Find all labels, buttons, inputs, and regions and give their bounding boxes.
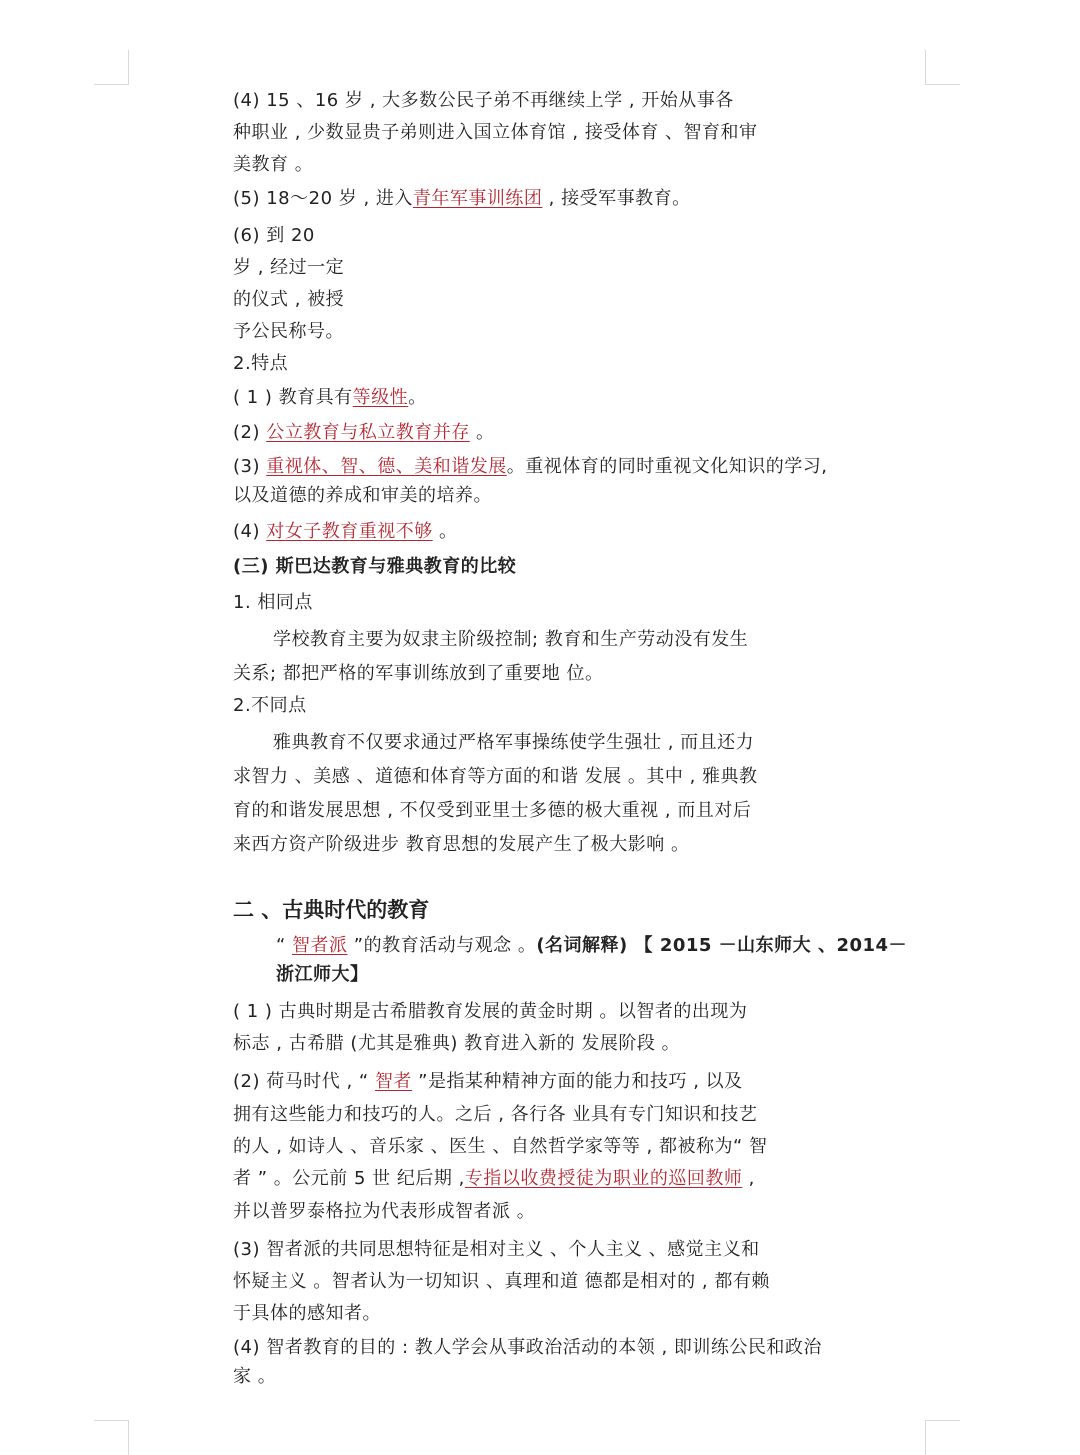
highlight-term: 智者派 — [292, 935, 348, 956]
text-span: , 接受军事教育。 — [542, 188, 691, 209]
text-span: , — [742, 1168, 755, 1189]
crop-mark-top-right — [925, 50, 960, 85]
text-line: 雅典教育不仅要求通过严格军事操练使学生强壮 , 而且还力 — [273, 732, 755, 753]
crop-mark-bottom-right — [925, 1420, 960, 1455]
highlight-term: 对女子教育重视不够 — [266, 521, 433, 542]
text-line — [233, 386, 427, 410]
text-line: (3) 智者派的共同思想特征是相对主义 、个人主义 、感觉主义和 — [233, 1239, 760, 1260]
exam-source-note: (名词解释) 【 2015 －山东师大 、2014－ — [536, 935, 908, 956]
text-span: 。重视体育的同时重视文化知识的学习, — [506, 456, 828, 477]
text-line: 来西方资产阶级进步 教育思想的发展产生了极大影响 。 — [233, 834, 690, 855]
text-line — [233, 520, 457, 544]
crop-mark-bottom-left — [94, 1420, 129, 1455]
subsection-heading: (三) 斯巴达教育与雅典教育的比较 — [233, 556, 517, 577]
text-span: (2) — [233, 422, 267, 443]
text-span: ”的教育活动与观念 。 — [347, 935, 537, 956]
text-line — [233, 1167, 755, 1191]
text-line: 的仪式 , 被授 — [233, 289, 345, 310]
highlight-term: 等级性 — [352, 387, 409, 408]
text-span: 。 — [432, 521, 458, 542]
text-span: (4) — [233, 521, 267, 542]
text-line: 标志 , 古希腊 (尤其是雅典) 教育进入新的 发展阶段 。 — [233, 1033, 681, 1054]
text-span: ( 1 ) 教育具有 — [233, 387, 353, 408]
text-line: ( 1 ) 古典时期是古希腊教育发展的黄金时期 。以智者的出现为 — [233, 1001, 748, 1022]
text-line: 种职业 , 少数显贵子弟则进入国立体育馆 , 接受体育 、智育和审 — [233, 122, 758, 143]
text-line: 予公民称号。 — [233, 321, 344, 342]
highlight-term: 智者 — [374, 1071, 412, 1092]
text-line — [233, 421, 494, 445]
text-span: ”是指某种精神方面的能力和技巧 , 以及 — [411, 1071, 743, 1092]
text-line: 关系; 都把严格的军事训练放到了重要地 位。 — [233, 663, 604, 684]
text-line: 育的和谐发展思想 , 不仅受到亚里士多德的极大重视 , 而且对后 — [233, 800, 752, 821]
text-line: 求智力 、美感 、道德和体育等方面的和谐 发展 。其中 , 雅典教 — [233, 766, 758, 787]
text-line: 于具体的感知者。 — [233, 1303, 381, 1324]
highlight-term: 青年军事训练团 — [412, 188, 543, 209]
text-line: (4) 15 、16 岁 , 大多数公民子弟不再继续上学 , 开始从事各 — [233, 90, 734, 111]
exam-source-note: 浙江师大】 — [276, 964, 369, 985]
text-span: 。 — [408, 387, 427, 408]
text-span: (2) 荷马时代 , “ — [233, 1071, 375, 1092]
text-line: 以及道德的养成和审美的培养。 — [233, 485, 492, 506]
text-line: 的人 , 如诗人 、音乐家 、医生 、自然哲学家等等 , 都被称为“ 智 — [233, 1136, 768, 1157]
section-label: 2.特点 — [233, 353, 289, 374]
text-line — [233, 187, 691, 211]
text-line: 怀疑主义 。智者认为一切知识 、真理和道 德都是相对的 , 都有赖 — [233, 1271, 770, 1292]
text-span: “ — [276, 935, 293, 956]
text-span: 者 ” 。公元前 5 世 纪后期 , — [233, 1168, 465, 1189]
highlight-term: 重视体、智、德、美和谐发展 — [266, 456, 507, 477]
text-line — [276, 934, 907, 958]
text-span: (5) 18～20 岁 , 进入 — [233, 188, 413, 209]
text-line: 美教育 。 — [233, 154, 314, 175]
text-line — [233, 1070, 743, 1094]
crop-mark-top-left — [94, 50, 129, 85]
section-label: 2.不同点 — [233, 695, 307, 716]
section-label: 1. 相同点 — [233, 592, 313, 613]
text-span: 。 — [469, 422, 495, 443]
text-line: 拥有这些能力和技巧的人。之后 , 各行各 业具有专门知识和技艺 — [233, 1104, 758, 1125]
text-line: 并以普罗泰格拉为代表形成智者派 。 — [233, 1201, 536, 1222]
text-line: (4) 智者教育的目的 : 教人学会从事政治活动的本领 , 即训练公民和政治 — [233, 1337, 822, 1358]
text-line: (6) 到 20 — [233, 225, 315, 246]
text-line: 岁 , 经过一定 — [233, 257, 345, 278]
text-line: 学校教育主要为奴隶主阶级控制; 教育和生产劳动没有发生 — [273, 629, 749, 650]
highlight-term: 专指以收费授徒为职业的巡回教师 — [464, 1168, 743, 1189]
highlight-term: 公立教育与私立教育并存 — [266, 422, 470, 443]
section-heading: 二 、古典时代的教育 — [233, 898, 430, 922]
text-span: (3) — [233, 456, 267, 477]
text-line — [233, 455, 827, 479]
text-line: 家 。 — [233, 1366, 277, 1387]
